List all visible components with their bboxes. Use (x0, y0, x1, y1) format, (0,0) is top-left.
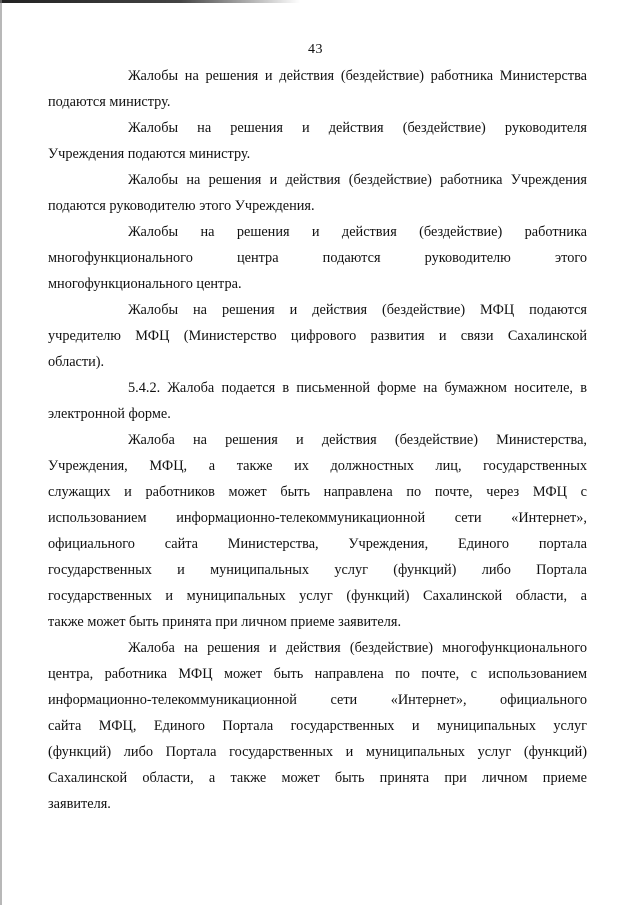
paragraph-complaint-delivery-ministry (48, 427, 587, 635)
text-line: служащих и работников может быть направлена по почте, через МФЦ с (48, 484, 587, 500)
text-line: Жалоба на решения и действия (бездействие) многофункционального (128, 640, 587, 656)
text-line: Жалобы на решения и действия (бездействие) работника Министерства (128, 68, 587, 84)
text-line: электронной форме. (48, 406, 171, 422)
text-line: также может быть принята при личном приеме заявителя. (48, 614, 402, 630)
text-line: государственных и муниципальных услуг (функций) либо Портала (48, 562, 587, 578)
text-line: центра, работника МФЦ может быть направлена по почте, с использованием (48, 666, 587, 682)
text-line: Сахалинской области, а также может быть принята при личном приеме (48, 770, 587, 786)
text-line: информационно-телекоммуникационной сети «Интернет», официального (48, 692, 587, 708)
document-body (48, 63, 587, 817)
text-line: Жалобы на решения и действия (бездействие) МФЦ подаются (128, 302, 587, 318)
text-line: использованием информационно-телекоммуникационной сети «Интернет», (48, 510, 587, 526)
paragraph-complaint-institution-employee (48, 167, 587, 219)
paragraph-complaint-form (48, 375, 587, 427)
text-line: Жалоба на решения и действия (бездействие) Министерства, (128, 432, 587, 448)
text-line: официального сайта Министерства, Учреждения, Единого портала (48, 536, 587, 552)
text-line: (функций) либо Портала государственных и муниципальных услуг (функций) (48, 744, 587, 760)
text-line: Жалобы на решения и действия (бездействие) работника (128, 224, 587, 240)
text-line: Жалобы на решения и действия (бездействие) руководителя (128, 120, 587, 136)
text-line: многофункционального центра. (48, 276, 242, 292)
text-line: учредителю МФЦ (Министерство цифрового развития и связи Сахалинской (48, 328, 587, 344)
page-number: 43 (308, 42, 323, 57)
text-line: Учреждения, МФЦ, а также их должностных лиц, государственных (48, 458, 587, 474)
text-line: Учреждения подаются министру. (48, 146, 251, 162)
text-line: заявителя. (48, 796, 111, 812)
text-line: сайта МФЦ, Единого Портала государственных и муниципальных услуг (48, 718, 587, 734)
paragraph-complaint-mfc (48, 297, 587, 375)
paragraph-complaint-ministry-employee (48, 63, 587, 115)
scan-edge-top (0, 0, 300, 3)
text-line: Жалобы на решения и действия (бездействие) работника Учреждения (128, 172, 587, 188)
text-line: 5.4.2. Жалоба подается в письменной форме на бумажном носителе, в (128, 380, 587, 396)
text-line: области). (48, 354, 105, 370)
text-line: подаются руководителю этого Учреждения. (48, 198, 315, 214)
text-line: многофункционального центра подаются руководителю этого (48, 250, 587, 266)
paragraph-complaint-institution-head (48, 115, 587, 167)
paragraph-complaint-mfc-employee (48, 219, 587, 297)
text-line: подаются министру. (48, 94, 171, 110)
text-line: государственных и муниципальных услуг (функций) Сахалинской области, а (48, 588, 587, 604)
paragraph-complaint-delivery-mfc (48, 635, 587, 817)
scan-edge-left (0, 0, 2, 905)
